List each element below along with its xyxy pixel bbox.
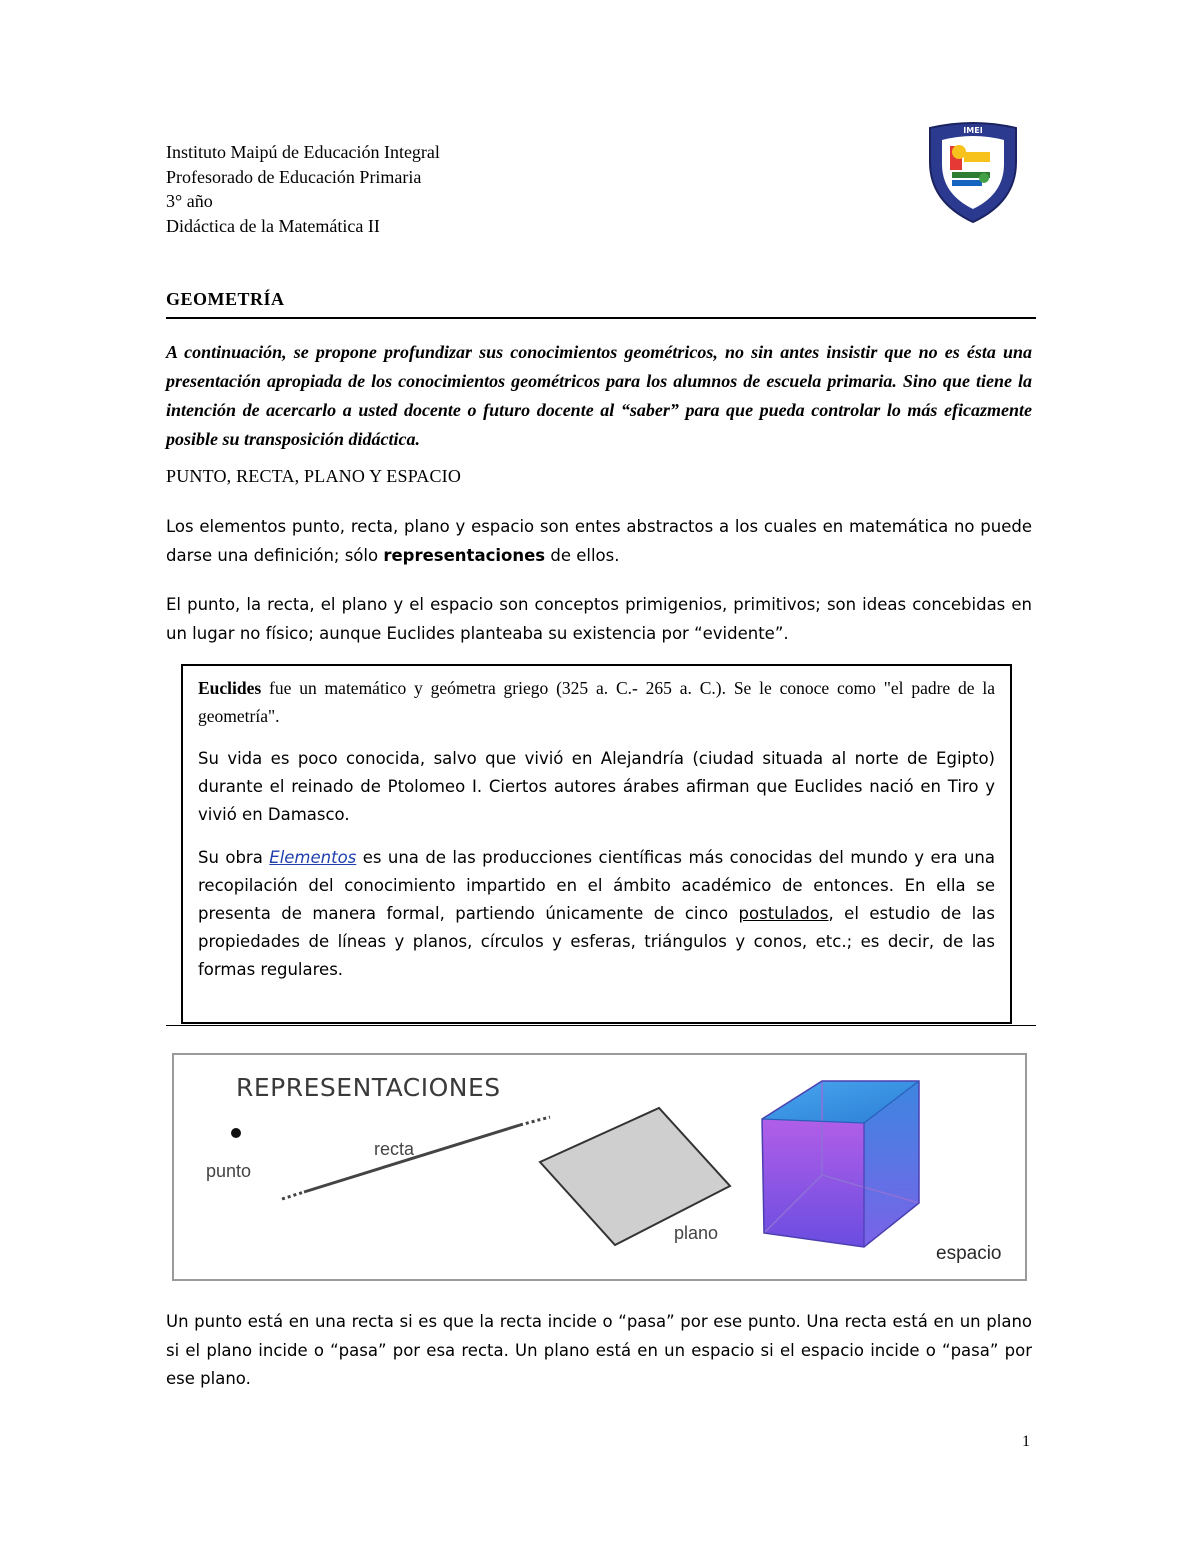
year-label: 3° año (166, 191, 213, 211)
logo-text: IMEI (963, 126, 983, 135)
intro-text: A continuación, se propone profundizar sus conocimientos geométricos, no sin antes insistir que no es ésta una presentación apropiada de los conocimientos geométricos para los alumnos de escuela primaria. Sino que tiene la intención de acercarlo a usted docente o futuro docente al “saber” para que pueda controlar lo más eficazmente posible su transposición didáctica. (166, 342, 1032, 449)
box-divider (166, 1025, 1036, 1026)
p3-text: Un punto está en una recta si es que la recta incide o “pasa” por ese punto. Una recta está en un plano si el plano incide o “pasa” por esa recta. Un plano está en un espacio si el espacio incide o “pasa” por ese plano. (166, 1312, 1032, 1388)
label-punto: punto (206, 1161, 252, 1181)
page-title: GEOMETRÍA (166, 289, 285, 309)
paragraph-elements (166, 512, 1032, 570)
title-divider (166, 317, 1036, 319)
line-left-dash (282, 1192, 304, 1199)
institution-header (166, 140, 440, 238)
work-text-mid: es una de las producciones científicas más conocidas del mundo y era una recopilación del conocimiento impartido en el ámbito académico de entonces. En ella se presenta de manera formal, partiendo únicamente de cinco (198, 848, 995, 923)
imei-logo (926, 122, 1020, 224)
paragraph-incidence (166, 1308, 1032, 1394)
p1-bold-term: representaciones (383, 546, 546, 565)
p1-text-before: Los elementos punto, recta, plano y espacio son entes abstractos a los cuales en matemática no puede darse una definición; sólo (166, 517, 1032, 565)
point-dot (231, 1128, 241, 1138)
intro-paragraph (166, 338, 1032, 454)
line-right-dash (520, 1117, 550, 1125)
paragraph-concepts (166, 590, 1032, 648)
euclides-intro-text: fue un matemático y geómetra griego (325 a. C.- 265 a. C.). Se le conoce como "el padre de la geometría". (198, 678, 995, 726)
euclides-intro (198, 674, 995, 730)
postulados-link[interactable]: postulados (738, 904, 829, 923)
figure-title: REPRESENTACIONES (236, 1073, 501, 1102)
label-plano: plano (674, 1223, 719, 1243)
p1-text-after: de ellos. (545, 546, 620, 565)
program-name: Profesorado de Educación Primaria (166, 166, 422, 187)
euclides-name: Euclides (198, 678, 262, 698)
work-text-pre: Su obra (198, 848, 270, 867)
representaciones-figure (172, 1053, 1027, 1281)
page-number: 1 (1022, 1433, 1030, 1450)
section-heading: PUNTO, RECTA, PLANO Y ESPACIO (166, 466, 462, 486)
work-text-post: , el estudio de las propiedades de líneas y planos, círculos y esferas, triángulos y conos, etc.; es decir, de las formas regulares. (198, 904, 995, 979)
euclides-life: Su vida es poco conocida, salvo que vivió en Alejandría (ciudad situada al norte de Egipto) durante el reinado de Ptolomeo I. Ciertos autores árabes afirman que Euclides nació en Tiro y vivió en Damasco. (198, 749, 995, 824)
label-recta: recta (374, 1139, 415, 1159)
elementos-link[interactable]: Elementos (269, 848, 357, 867)
label-espacio: espacio (936, 1243, 1002, 1264)
course-name: Didáctica de la Matemática II (166, 215, 380, 236)
euclides-box (181, 664, 1012, 1024)
institution-name: Instituto Maipú de Educación Integral (166, 142, 440, 162)
p2-text: El punto, la recta, el plano y el espacio son conceptos primigenios, primitivos; son ideas concebidas en un lugar no físico; aunque Euclides planteaba su existencia por “evidente”. (166, 595, 1032, 643)
euclides-work (198, 844, 995, 984)
